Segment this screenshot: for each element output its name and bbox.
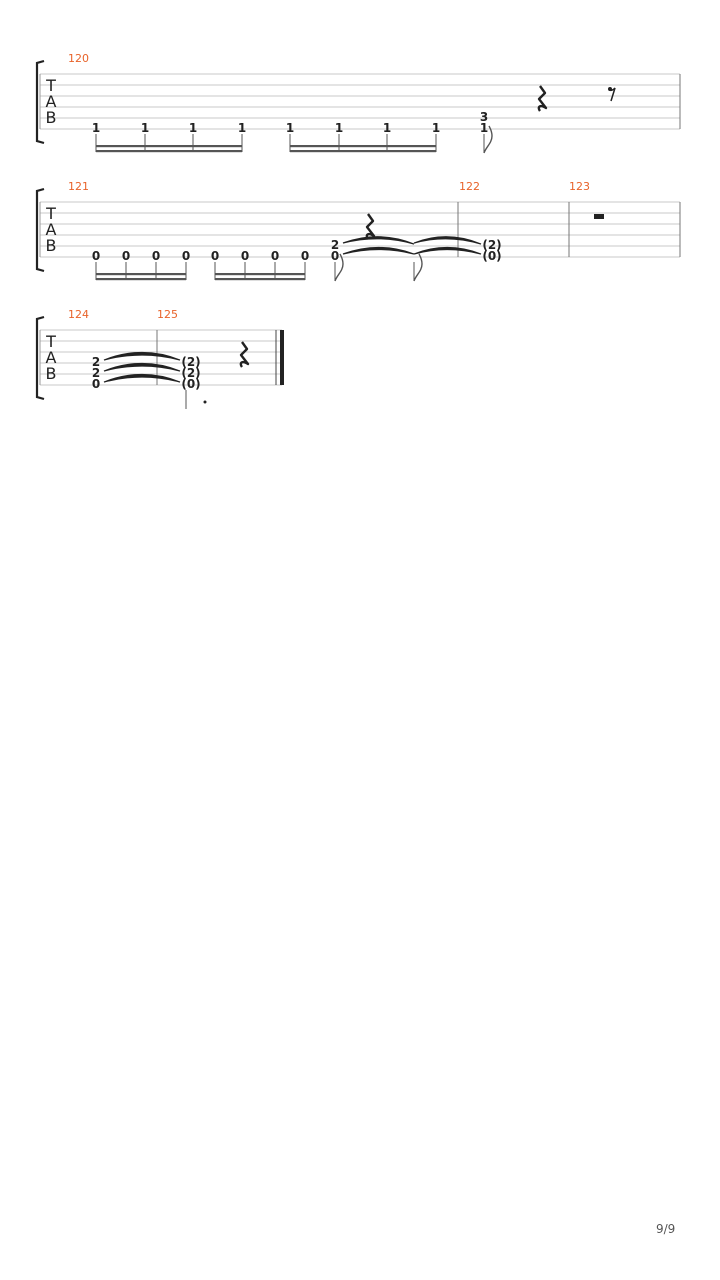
clef-letter-t: T — [46, 204, 56, 223]
tie — [104, 364, 180, 372]
fret-number: 0 — [151, 249, 161, 263]
tie — [104, 375, 180, 383]
beam — [96, 150, 242, 152]
staff-lines — [40, 74, 680, 129]
fret-number: 1 — [91, 121, 101, 135]
eighth-rest — [608, 87, 615, 101]
fret-number: 3 — [479, 110, 489, 124]
fret-number: 0 — [121, 249, 131, 263]
fret-number: (0) — [181, 377, 201, 391]
tie — [343, 237, 414, 244]
fret-number: 0 — [330, 249, 340, 263]
measure-number: 124 — [68, 308, 89, 321]
tie — [104, 353, 180, 361]
clef-letter-b: B — [45, 108, 57, 127]
ties — [104, 353, 180, 383]
fret-number: (2) — [181, 355, 201, 369]
fret-number: 1 — [285, 121, 295, 135]
measure-number: 123 — [569, 180, 590, 193]
augmentation-dot — [204, 401, 207, 404]
quarter-rest — [539, 86, 546, 111]
page-number: 9/9 — [656, 1222, 676, 1236]
fret-number: (2) — [181, 366, 201, 380]
final-barline-thick — [280, 330, 284, 385]
fret-number: (0) — [482, 249, 502, 263]
fret-number: 0 — [181, 249, 191, 263]
tie — [343, 248, 414, 255]
fret-number: 2 — [330, 238, 340, 252]
beam — [96, 273, 186, 275]
system-2 — [37, 180, 680, 281]
tie — [414, 237, 481, 244]
tie — [414, 248, 481, 255]
fret-number: 0 — [91, 377, 101, 391]
beam — [290, 145, 436, 147]
fret-number: 0 — [270, 249, 280, 263]
fret-number: 1 — [188, 121, 198, 135]
eighth-flag — [414, 254, 422, 281]
beam — [290, 150, 436, 152]
beam — [96, 145, 242, 147]
beam — [96, 278, 186, 280]
fret-number: 1 — [237, 121, 247, 135]
ties — [343, 237, 481, 254]
fret-number: 1 — [382, 121, 392, 135]
fret-number: 0 — [210, 249, 220, 263]
fret-number: 0 — [91, 249, 101, 263]
clef-letter-a: A — [45, 92, 57, 111]
fret-number: 1 — [334, 121, 344, 135]
fret-number: 0 — [300, 249, 310, 263]
clef-letter-b: B — [45, 236, 57, 255]
clef-letter-a: A — [45, 348, 57, 367]
measure-number: 122 — [459, 180, 480, 193]
system-3 — [37, 308, 284, 409]
measure-number: 125 — [157, 308, 178, 321]
clef-letter-a: A — [45, 220, 57, 239]
fret-number: 1 — [431, 121, 441, 135]
quarter-rest — [367, 214, 374, 239]
clef-letter-t: T — [46, 332, 56, 351]
beams — [96, 145, 436, 152]
fret-numbers — [92, 238, 502, 263]
clef-letter-t: T — [46, 76, 56, 95]
fret-number: 0 — [240, 249, 250, 263]
fret-number: (2) — [482, 238, 502, 252]
beam — [215, 278, 305, 280]
system-1 — [37, 52, 680, 153]
fret-numbers — [92, 110, 488, 135]
quarter-rest — [241, 342, 248, 367]
beams — [96, 273, 305, 280]
fret-number: 2 — [91, 355, 101, 369]
measure-number: 120 — [68, 52, 89, 65]
fret-number: 1 — [140, 121, 150, 135]
fret-number: 2 — [91, 366, 101, 380]
clef-letter-b: B — [45, 364, 57, 383]
fret-number: 1 — [479, 121, 489, 135]
half-rest — [594, 214, 604, 219]
measure-number: 121 — [68, 180, 89, 193]
fret-numbers — [92, 355, 201, 391]
beam — [215, 273, 305, 275]
